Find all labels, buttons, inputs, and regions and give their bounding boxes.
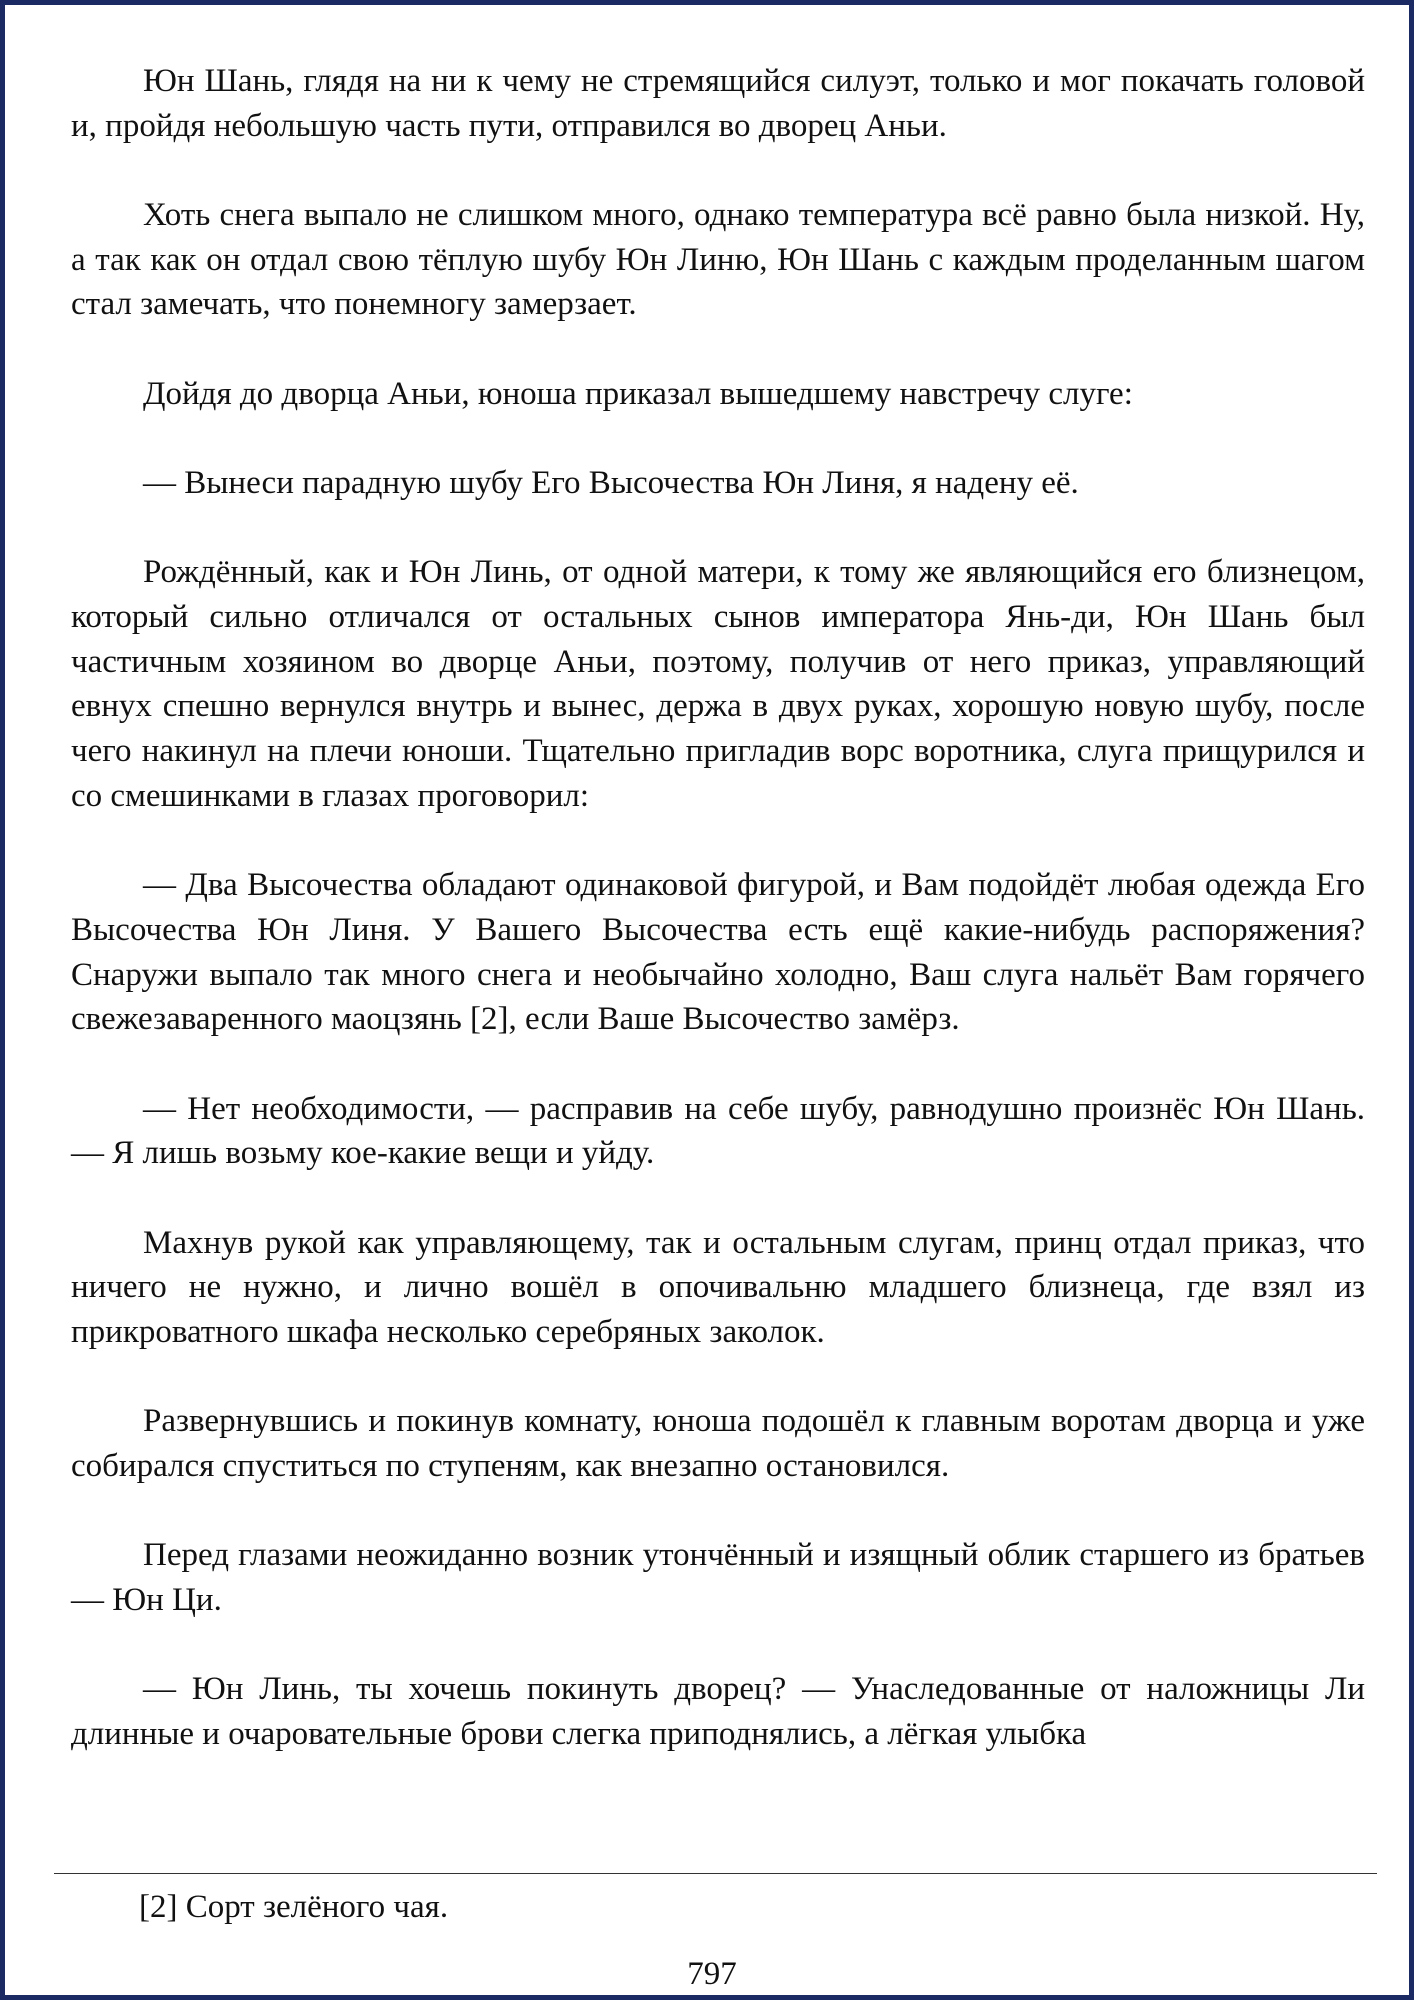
paragraph: Развернувшись и покинув комнату, юноша подошёл к главным воротам дворца и уже собирался спуститься по ступеням, как внезапно остановился. bbox=[71, 1403, 1365, 1484]
paragraph: — Нет необходимости, — расправив на себе шубу, равнодушно произнёс Юн Шань. — Я лишь возьму кое-какие вещи и уйду. bbox=[71, 1090, 1365, 1172]
footnote: [2] Сорт зелёного чая. bbox=[139, 1889, 449, 1925]
paragraph: Хоть снега выпало не слишком много, однако температура всё равно была низкой. Ну, а так как он отдал свою тёплую шубу Юн Линю, Юн Шань с каждым проделанным шагом стал замечать, что понемногу замерзает. bbox=[71, 197, 1365, 323]
footnote-divider bbox=[54, 1873, 1377, 1874]
page-number: 797 bbox=[687, 1956, 737, 1992]
paragraph: Дойдя до дворца Аньи, юноша приказал вышедшему навстречу слуге: bbox=[143, 375, 1133, 412]
document-body bbox=[71, 59, 1365, 1757]
paragraph: Юн Шань, глядя на ни к чему не стремящийся силуэт, только и мог покачать головой и, пройдя небольшую часть пути, отправился во дворец Аньи. bbox=[71, 63, 1365, 144]
paragraph: — Юн Линь, ты хочешь покинуть дворец? — Унаследованные от наложницы Ли длинные и очаровательные брови слегка приподнялись, а лёгкая улыбка bbox=[71, 1671, 1365, 1752]
paragraph: — Вынеси парадную шубу Его Высочества Юн Линя, я надену её. bbox=[143, 465, 1079, 501]
paragraph: Махнув рукой как управляющему, так и остальным слугам, принц отдал приказ, что ничего не нужно, и лично вошёл в опочивальню младшего близнеца, где взял из прикроватного шкафа несколько серебряных заколок. bbox=[71, 1224, 1365, 1350]
paragraph: — Два Высочества обладают одинаковой фигурой, и Вам подойдёт любая одежда Его Высочества Юн Линя. У Вашего Высочества есть ещё какие-нибудь распоряжения? Снаружи выпало так много снега и необычайно холодно, Ваш слуга нальёт Вам горячего свежезаваренного маоцзянь [2], если Ваше Высочество замёрз. bbox=[71, 867, 1365, 1038]
paragraph: Рождённый, как и Юн Линь, от одной матери, к тому же являющийся его близнецом, который сильно отличался от остальных сынов императора Янь-ди, Юн Шань был частичным хозяином во дворце Аньи, поэтому, получив от него приказ, управляющий евнух спешно вернулся внутрь и вынес, держа в двух руках, хорошую новую шубу, после чего накинул на плечи юноши. Тщательно пригладив ворс воротника, слуга прищурился и со смешинками в глазах проговорил: bbox=[71, 554, 1365, 814]
paragraph: Перед глазами неожиданно возник утончённый и изящный облик старшего из братьев — Юн Ци. bbox=[71, 1537, 1365, 1618]
